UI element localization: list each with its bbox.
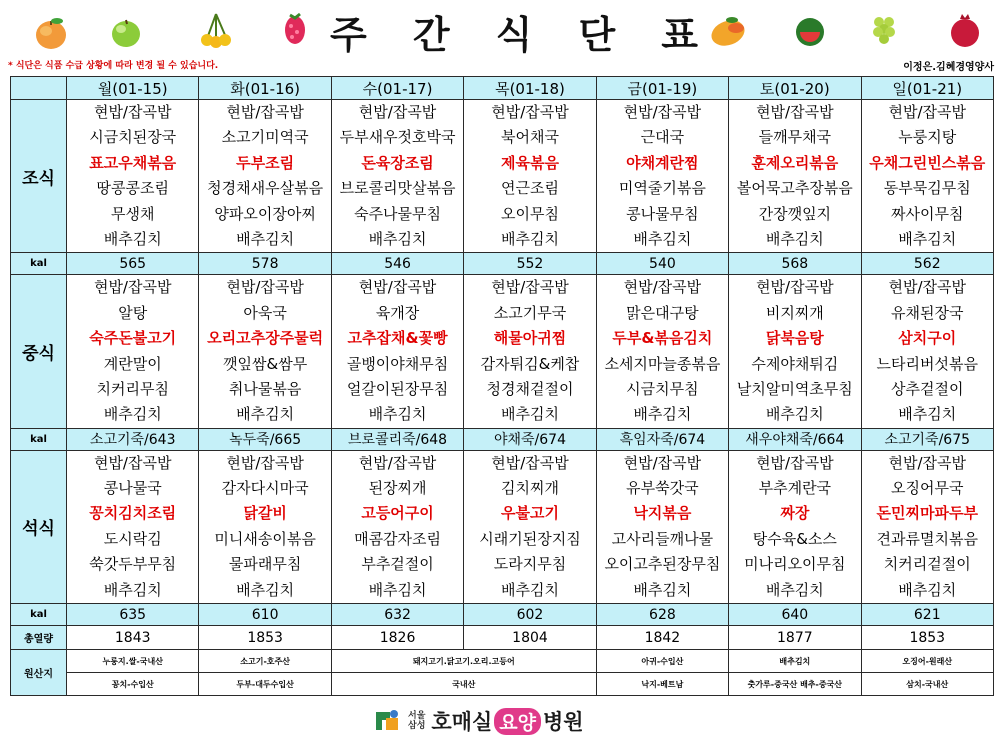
dish-item: 아욱국: [243, 303, 287, 322]
kal-value: 628: [596, 604, 728, 626]
origin-cell: 오징어-원래산: [861, 650, 993, 673]
meal-cell: [199, 100, 331, 253]
dish-item: 얼갈이된장무침: [346, 379, 449, 398]
kal-value: 540: [596, 253, 728, 275]
dish-item: 배추김치: [368, 229, 427, 248]
raspberry-icon: [282, 8, 308, 46]
origin-row-2: [11, 673, 994, 696]
porridge-kal-value: 흑임자죽/674: [596, 428, 728, 450]
dish-item: 맑은대구탕: [626, 303, 699, 322]
dish-item: 땅콩콩조림: [96, 179, 169, 198]
meal-cell: [729, 450, 861, 603]
dish-item: 현밥/잡곡밥: [358, 453, 437, 472]
dish-item: 시금치무침: [626, 379, 699, 398]
apple-icon: [108, 14, 144, 50]
meal-cell: [729, 275, 861, 428]
meal-cell: [199, 275, 331, 428]
meal-cell: [67, 275, 199, 428]
meal-cell: [67, 450, 199, 603]
peach-icon: [32, 14, 70, 52]
main-dish: 삼치구이: [898, 329, 957, 348]
main-dish: 닭북음탕: [765, 329, 824, 348]
dish-item: 오이고추된장무침: [604, 555, 721, 574]
day-header: 화(01-16): [199, 77, 331, 100]
dish-item: 누룽지탕: [898, 128, 957, 147]
origin-label: 원산지: [11, 650, 67, 696]
kal-value: 610: [199, 604, 331, 626]
dish-item: 현밥/잡곡밥: [226, 278, 304, 297]
meal-cell: [464, 450, 596, 603]
kal-value: 621: [861, 604, 993, 626]
dish-item: 현밥/잡곡밥: [888, 278, 967, 297]
main-dish: 표고우채볶음: [89, 153, 177, 172]
dish-item: 도시락김: [103, 529, 162, 548]
total-label: 총열량: [11, 626, 67, 650]
kal-label: kal: [11, 253, 67, 275]
main-dish: 우채그린빈스볶음: [869, 153, 986, 172]
dish-item: 깻잎쌈&쌈무: [223, 354, 308, 373]
origin-cell: 낙지-베트남: [596, 673, 728, 696]
day-header: 월(01-15): [67, 77, 199, 100]
dish-item: 현밥/잡곡밥: [623, 278, 702, 297]
day-header-row: [11, 77, 994, 100]
dish-item: 미역줄기볶음: [618, 179, 706, 198]
porridge-kal-value: 브로콜리죽/648: [331, 428, 463, 450]
day-header: 수(01-17): [331, 77, 463, 100]
dish-item: 배추김치: [633, 229, 692, 248]
dish-item: 배추김치: [898, 580, 957, 599]
dish-item: 현밥/잡곡밥: [756, 278, 834, 297]
page-title: [330, 4, 700, 59]
day-header: 목(01-18): [464, 77, 596, 100]
dish-item: 미나리오이무침: [744, 555, 846, 574]
dish-item: 간장깻잎지: [758, 204, 832, 223]
corner-cell: [11, 77, 67, 100]
main-dish: 훈제오리볶음: [751, 153, 839, 172]
dish-item: 동부묵김무침: [883, 179, 971, 198]
dish-item: 소고기미역국: [221, 128, 309, 147]
dish-item: 배추김치: [500, 580, 559, 599]
dish-item: 고사리들깨나물: [611, 529, 714, 548]
total-kal-value: 1853: [861, 626, 993, 650]
dish-item: 치커리무침: [96, 379, 169, 398]
meal-cell: [199, 450, 331, 603]
location-bottom: 삼성: [408, 721, 426, 731]
origin-cell: 돼지고기.닭고기.오리.고등어: [331, 650, 596, 673]
meal-cell: [596, 100, 728, 253]
lunch-label: 중식: [11, 275, 67, 428]
grapes-icon: [870, 10, 900, 50]
dish-item: 감자다시마국: [221, 479, 309, 498]
dish-item: 느타리버섯볶음: [876, 354, 978, 373]
kal-value: 546: [331, 253, 463, 275]
dish-item: 양파오이장아찌: [214, 204, 316, 223]
dish-item: 현밥/잡곡밥: [491, 453, 569, 472]
dish-item: 골뱅이야채무침: [346, 354, 449, 373]
main-dish: 고추잡채&꽃빵: [347, 329, 448, 348]
hospital-name-badge: 요양: [494, 708, 541, 735]
meal-cell: [596, 450, 728, 603]
dish-item: 두부새우젓호박국: [339, 128, 456, 147]
main-dish: 야채계란찜: [626, 153, 699, 172]
main-dish: 오리고추장주물럭: [207, 329, 324, 348]
dish-item: 김치찌개: [500, 479, 559, 498]
dish-item: 탕수육&소스: [752, 529, 837, 548]
kal-value: 640: [729, 604, 861, 626]
origin-cell: 소고기-호주산: [199, 650, 331, 673]
origin-cell: 배추김치: [729, 650, 861, 673]
dietitian-name: 이정은.김혜경영양사: [903, 62, 994, 73]
dish-item: 매콤감자조림: [354, 529, 442, 548]
dish-item: 배추김치: [500, 405, 559, 424]
dish-item: 소세지마늘종볶음: [604, 354, 721, 373]
dish-item: 배추김치: [103, 229, 162, 248]
origin-cell: 누룽지.쌀-국내산: [67, 650, 199, 673]
dish-item: 배추김치: [633, 405, 692, 424]
dish-item: 배추김치: [236, 405, 295, 424]
dish-item: 현밥/잡곡밥: [888, 453, 967, 472]
dish-item: 볼어묵고추장볶음: [736, 179, 853, 198]
dish-item: 유채된장국: [891, 303, 964, 322]
main-dish: 낙지볶음: [633, 504, 692, 523]
dish-item: 배추김치: [765, 405, 824, 424]
dish-item: 오징어무국: [891, 479, 964, 498]
dish-item: 날치알미역초무침: [736, 379, 853, 398]
origin-row-1: [11, 650, 994, 673]
pomegranate-icon: [948, 10, 982, 50]
dish-item: 부추계란국: [758, 479, 832, 498]
dish-item: 계란말이: [103, 354, 162, 373]
dish-item: 쑥갓두부무침: [89, 555, 177, 574]
dish-item: 견과류멸치볶음: [876, 529, 978, 548]
dish-item: 현밥/잡곡밥: [226, 453, 304, 472]
main-dish: 해물아귀찜: [493, 329, 567, 348]
dish-item: 알탕: [118, 303, 148, 322]
main-dish: 짜장: [780, 504, 810, 523]
hospital-name: [431, 706, 583, 736]
dish-item: 들깨무채국: [758, 128, 832, 147]
cherry-icon: [198, 10, 234, 50]
dish-item: 시래기된장지짐: [479, 529, 581, 548]
dish-item: 배추김치: [368, 580, 427, 599]
kal-value: 632: [331, 604, 463, 626]
dish-item: 현밥/잡곡밥: [93, 103, 172, 121]
dish-item: 육개장: [375, 303, 420, 322]
breakfast-label: 조식: [11, 100, 67, 253]
dish-item: 배추김치: [765, 580, 824, 599]
meal-cell: [729, 100, 861, 253]
hospital-name-post: 병원: [542, 710, 584, 734]
kal-value: 562: [861, 253, 993, 275]
dish-item: 유부쑥갓국: [626, 479, 699, 498]
dish-item: 현밥/잡곡밥: [756, 103, 834, 121]
dish-item: 배추김치: [898, 405, 957, 424]
kal-value: 602: [464, 604, 596, 626]
dish-item: 연근조림: [500, 179, 559, 198]
dish-item: 배추김치: [236, 580, 295, 599]
meal-cell: [331, 450, 463, 603]
lunch-row: [11, 275, 994, 428]
hospital-footer: [372, 706, 584, 736]
main-dish: 두부조림: [236, 153, 295, 172]
dish-item: 물파래무침: [228, 555, 302, 574]
porridge-kal-value: 소고기죽/643: [67, 428, 199, 450]
dish-item: 상추겉절이: [891, 379, 964, 398]
hospital-location: [408, 711, 425, 731]
meal-cell: [596, 275, 728, 428]
main-dish: 숙주돈불고기: [89, 329, 177, 348]
dish-item: 도라지무침: [493, 555, 567, 574]
dish-item: 비지찌개: [765, 303, 824, 322]
meal-cell: [67, 100, 199, 253]
total-kal-value: 1826: [331, 626, 463, 650]
dish-item: 시금치된장국: [89, 128, 177, 147]
meal-cell: [861, 275, 993, 428]
dish-item: 현밥/잡곡밥: [491, 103, 569, 121]
title-char: 표: [661, 13, 700, 57]
origin-cell: 국내산: [331, 673, 596, 696]
meal-cell: [861, 100, 993, 253]
dish-item: 현밥/잡곡밥: [358, 278, 437, 297]
dish-item: 짜사이무침: [891, 204, 964, 223]
dish-item: 된장찌개: [368, 479, 427, 498]
porridge-kal-value: 녹두죽/665: [199, 428, 331, 450]
total-kal-value: 1853: [199, 626, 331, 650]
notice-text: * 식단은 식품 수급 상황에 따라 변경 될 수 있습니다.: [8, 61, 219, 71]
dish-item: 콩나물국: [103, 479, 162, 498]
dish-item: 배추김치: [236, 229, 295, 248]
kal-value: 552: [464, 253, 596, 275]
dish-item: 콩나물무침: [626, 204, 699, 223]
dish-item: 청경채겉절이: [486, 379, 574, 398]
dish-item: 현밥/잡곡밥: [756, 453, 834, 472]
lunch-kal-row: [11, 428, 994, 450]
dish-item: 배추김치: [898, 229, 957, 248]
meal-cell: [464, 100, 596, 253]
dish-item: 현밥/잡곡밥: [888, 103, 967, 121]
dish-item: 배추김치: [103, 405, 162, 424]
dish-item: 현밥/잡곡밥: [358, 103, 437, 121]
dish-item: 배추김치: [633, 580, 692, 599]
mango-icon: [708, 14, 748, 48]
dish-item: 현밥/잡곡밥: [623, 103, 702, 121]
porridge-kal-value: 새우야채죽/664: [729, 428, 861, 450]
dish-item: 근대국: [640, 128, 685, 147]
total-kal-value: 1877: [729, 626, 861, 650]
title-char: 단: [578, 13, 618, 57]
day-header: 금(01-19): [596, 77, 728, 100]
dish-item: 미니새송이볶음: [214, 529, 316, 548]
dish-item: 소고기무국: [493, 303, 567, 322]
main-dish: 제육볶음: [500, 153, 559, 172]
dish-item: 감자튀김&케찹: [480, 354, 580, 373]
location-top: 서울: [408, 711, 426, 721]
dish-item: 무생채: [110, 204, 155, 223]
meal-cell: [331, 275, 463, 428]
hospital-logo-icon: [372, 708, 402, 734]
main-dish: 두부&볶음김치: [612, 329, 713, 348]
dish-item: 배추김치: [500, 229, 559, 248]
main-dish: 닭갈비: [243, 504, 287, 523]
dish-item: 배추김치: [765, 229, 824, 248]
title-char: 식: [495, 13, 535, 57]
dish-item: 청경채새우살볶음: [207, 179, 324, 198]
dish-item: 현밥/잡곡밥: [623, 453, 702, 472]
dish-item: 부추겉절이: [361, 555, 434, 574]
watermelon-icon: [794, 14, 826, 48]
dish-item: 수제야채튀김: [751, 354, 839, 373]
origin-cell: 춧가루-중국산 배추-중국산: [729, 673, 861, 696]
main-dish: 돈육장조림: [361, 153, 434, 172]
total-kal-value: 1804: [464, 626, 596, 650]
porridge-kal-value: 야채죽/674: [464, 428, 596, 450]
page-header: [0, 0, 1002, 56]
total-kal-row: [11, 626, 994, 650]
kal-value: 565: [67, 253, 199, 275]
weekly-menu-table: [10, 76, 994, 696]
dish-item: 배추김치: [103, 580, 162, 599]
meal-cell: [331, 100, 463, 253]
total-kal-value: 1842: [596, 626, 728, 650]
dinner-label: 석식: [11, 450, 67, 603]
dish-item: 숙주나물무침: [354, 204, 442, 223]
main-dish: 돈민찌마파두부: [876, 504, 978, 523]
dish-item: 취나물볶음: [228, 379, 302, 398]
day-header: 토(01-20): [729, 77, 861, 100]
kal-label: kal: [11, 428, 67, 450]
meal-cell: [464, 275, 596, 428]
dish-item: 오이무침: [500, 204, 559, 223]
origin-cell: 삼치-국내산: [861, 673, 993, 696]
dish-item: 브로콜리맛살볶음: [339, 179, 456, 198]
dish-item: 현밥/잡곡밥: [93, 278, 172, 297]
main-dish: 꽁치김치조림: [89, 504, 177, 523]
hospital-name-pre: 호매실: [431, 710, 493, 734]
total-kal-value: 1843: [67, 626, 199, 650]
kal-value: 568: [729, 253, 861, 275]
meal-cell: [861, 450, 993, 603]
title-char: 주: [330, 13, 369, 57]
title-char: 간: [412, 13, 452, 57]
dish-item: 현밥/잡곡밥: [491, 278, 569, 297]
dinner-row: [11, 450, 994, 603]
main-dish: 우불고기: [500, 504, 559, 523]
origin-cell: 두부-대두수입산: [199, 673, 331, 696]
dish-item: 치커리겉절이: [883, 555, 971, 574]
breakfast-row: [11, 100, 994, 253]
dish-item: 현밥/잡곡밥: [93, 453, 172, 472]
day-header: 일(01-21): [861, 77, 993, 100]
kal-value: 635: [67, 604, 199, 626]
kal-label: kal: [11, 604, 67, 626]
dish-item: 배추김치: [368, 405, 427, 424]
dish-item: 북어채국: [500, 128, 559, 147]
dish-item: 현밥/잡곡밥: [226, 103, 304, 121]
main-dish: 고등어구이: [361, 504, 434, 523]
origin-cell: 꽁치-수입산: [67, 673, 199, 696]
dinner-kal-row: [11, 604, 994, 626]
breakfast-kal-row: [11, 253, 994, 275]
kal-value: 578: [199, 253, 331, 275]
porridge-kal-value: 소고기죽/675: [861, 428, 993, 450]
origin-cell: 아귀-수입산: [596, 650, 728, 673]
